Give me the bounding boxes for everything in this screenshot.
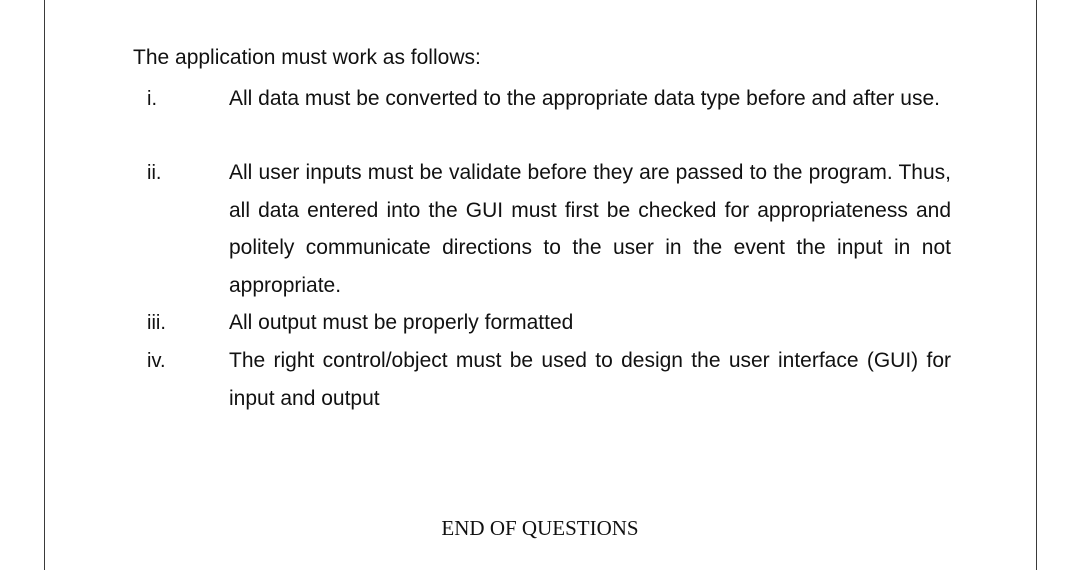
list-item-text: The right control/object must be used to design the user interface (GUI) for input and output [229,349,951,410]
list-item-numeral: i. [147,88,157,110]
list-item-text: All output must be properly formatted [229,311,574,334]
list-item-numeral: iii. [147,312,166,334]
page-border-right [1036,0,1037,570]
intro-text: The application must work as follows: [133,46,481,69]
list-item-text: All user inputs must be validate before they are passed to the program. Thus, all data entered into the GUI must first be checked for appropriateness and politely communicate directions to the user in the event the input in not appropriate. [229,161,951,297]
list-item-numeral: ii. [147,162,162,184]
list-item-text: All data must be converted to the appropriate data type before and after use. [229,87,940,110]
page-border-left [44,0,45,570]
list-item-numeral: iv. [147,350,166,372]
end-of-questions-label: END OF QUESTIONS [441,516,639,540]
